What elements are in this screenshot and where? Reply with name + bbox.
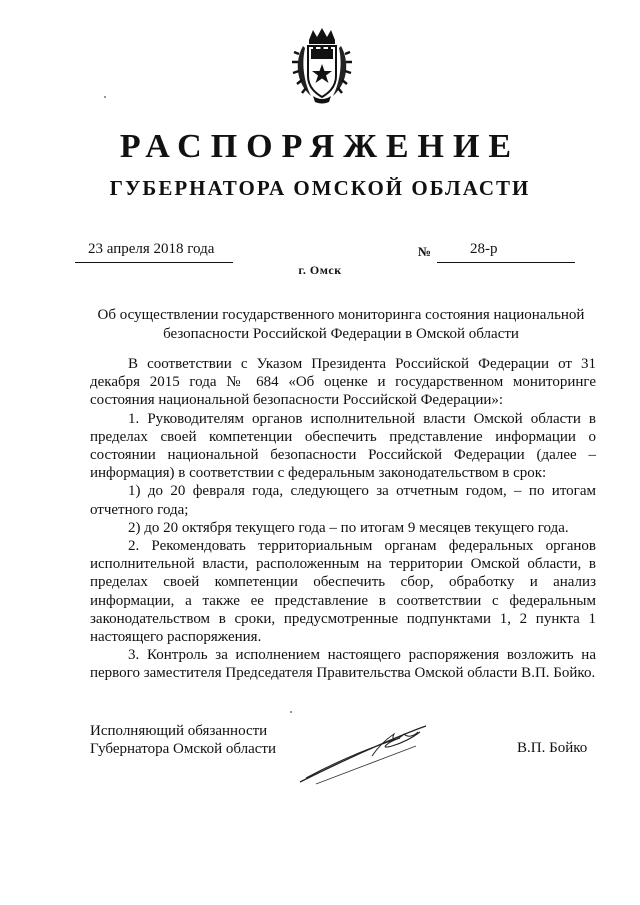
body-paragraph: В соответствии с Указом Президента Российской Федерации от 31 декабря 2015 года № 684 «Об оценке и государственном мониторинге состояния национальной безопасности Российской Федерации»:: [90, 356, 596, 409]
coat-of-arms-emblem: [289, 26, 355, 104]
scan-speck: [104, 96, 106, 98]
signatory-name: В.П. Бойко: [517, 740, 588, 756]
document-city: г. Омск: [298, 263, 342, 277]
number-sign: №: [418, 244, 432, 259]
document-date: 23 апреля 2018 года: [88, 241, 215, 257]
body-paragraph: 1) до 20 февраля года, следующего за отчетным годом, – по итогам отчетного года;: [90, 483, 596, 518]
document-subject: Об осуществлении государственного мониторинга состояния национальной безопасности Российской Федерации в Омской области: [97, 307, 585, 342]
body-paragraph: 1. Руководителям органов исполнительной власти Омской области в пределах своей компетенции обеспечить представление информации о состоянии национальной безопасности Российской Федерации (далее – информация) в соответствии с федеральным законодательством в срок:: [90, 410, 596, 482]
body-paragraph: 3. Контроль за исполнением настоящего распоряжения возложить на первого заместителя Председателя Правительства Омской области В.П. Бойко.: [90, 647, 596, 682]
position-line-2: Губернатора Омской области: [90, 741, 276, 757]
signatory-position: [90, 722, 276, 758]
body-paragraph: 2. Рекомендовать территориальным органам федеральных органов исполнительной власти, расположенным на территории Омской области, в пределах своей компетенции обеспечить сбор, обработку и анализ информации, а также ее представление в соответствии с федеральным законодательством в сроки, предусмотренные подпунктами 1, 2 пункта 1 настоящего распоряжения.: [90, 538, 596, 646]
document-number: 28-р: [470, 241, 498, 257]
document-subtitle: ГУБЕРНАТОРА ОМСКОЙ ОБЛАСТИ: [109, 176, 531, 200]
body-paragraph: 2) до 20 октября текущего года – по итогам 9 месяцев текущего года.: [128, 519, 569, 536]
handwritten-signature: [288, 712, 438, 792]
document-title: РАСПОРЯЖЕНИЕ: [119, 128, 521, 165]
document-body: [90, 355, 596, 683]
number-underline: [437, 242, 575, 263]
position-line-1: Исполняющий обязанности: [90, 723, 268, 739]
